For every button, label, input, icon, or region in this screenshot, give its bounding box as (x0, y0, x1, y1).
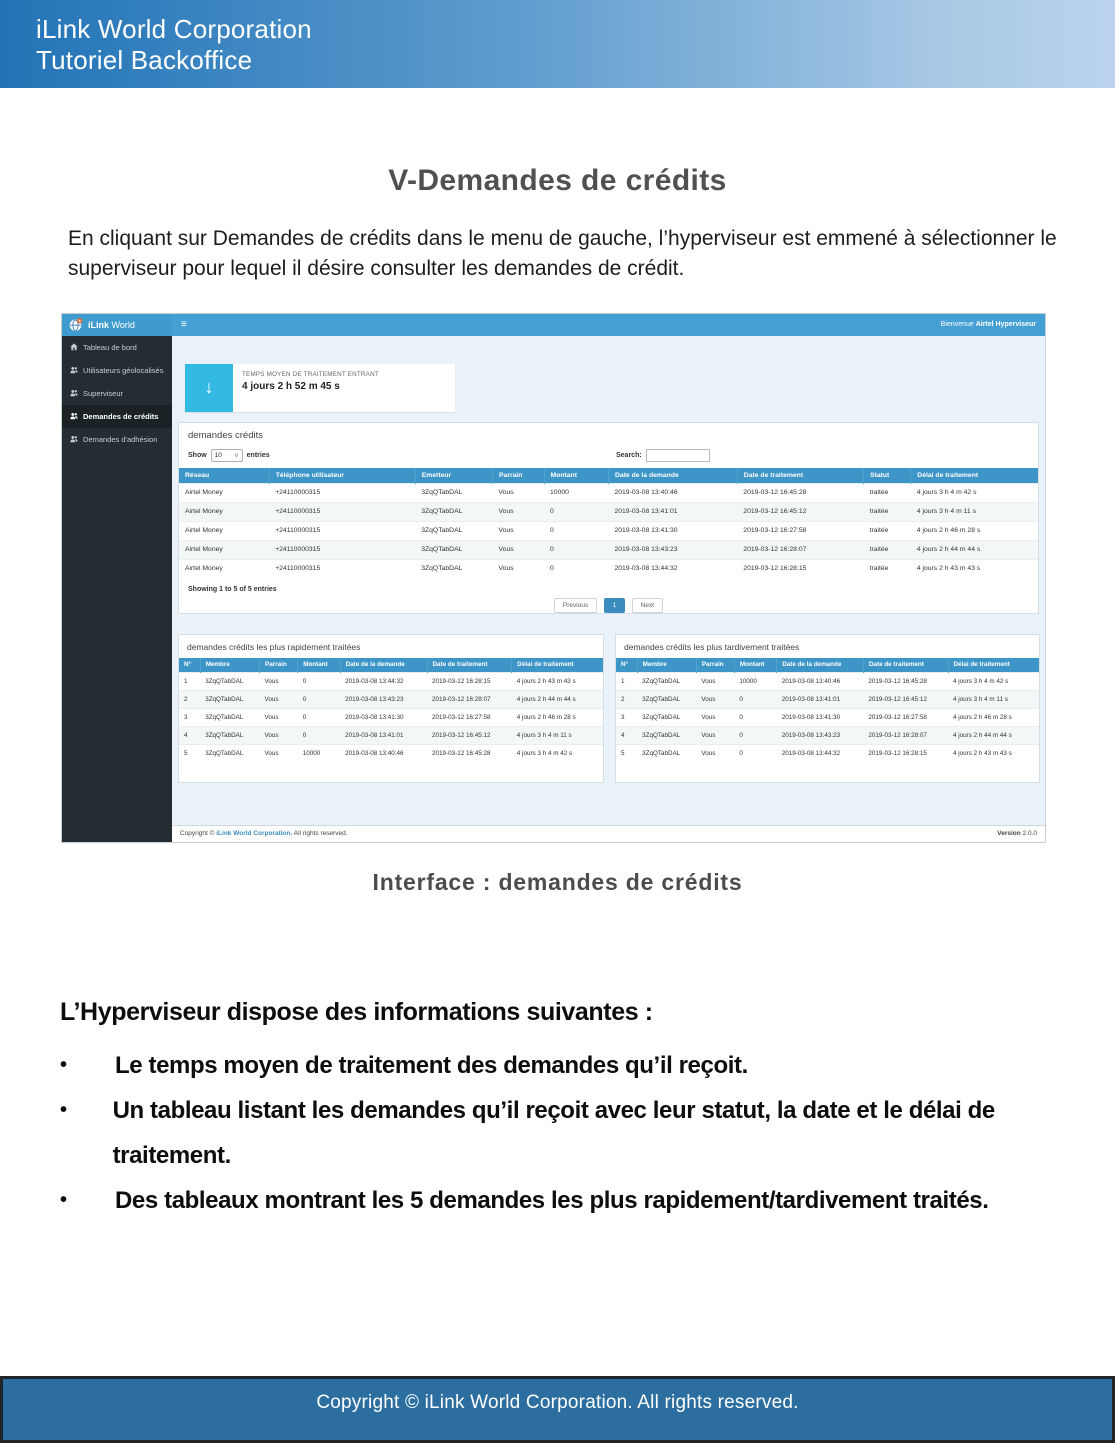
panel-title: demandes crédits les plus tardivement traitées (624, 641, 800, 652)
app-sidebar (62, 336, 172, 842)
users-icon (70, 435, 78, 443)
table-row (179, 690, 603, 708)
table-cell: 4 jours 2 h 44 m 44 s (512, 690, 603, 708)
table-cell: 3ZqQTabDAL (200, 672, 259, 690)
table-cell: 2019-03-08 13:43:23 (777, 726, 864, 744)
users-icon (70, 366, 78, 374)
table-cell: 4 jours 2 h 46 m 28 s (512, 708, 603, 726)
table-row (616, 726, 1039, 744)
table-cell: 0 (298, 690, 340, 708)
table-cell: 4 jours 2 h 43 m 43 s (512, 672, 603, 690)
page-1-button[interactable]: 1 (604, 598, 626, 613)
table-row (616, 708, 1039, 726)
table-cell: 3 (616, 708, 637, 726)
next-page-button[interactable]: Next (632, 598, 663, 613)
table-cell: 0 (544, 559, 608, 578)
table-cell: 2019-03-12 16:27:58 (863, 708, 948, 726)
table-cell: Airtel Money (179, 483, 269, 502)
table-cell: 0 (734, 744, 776, 762)
column-header[interactable]: Parrain (260, 658, 298, 673)
table-cell: 4 jours 2 h 46 m 28 s (948, 708, 1039, 726)
entries-label: entries (246, 451, 270, 459)
table-cell: 3ZqQTabDAL (415, 559, 492, 578)
search-input[interactable] (646, 449, 710, 462)
table-cell: 4 jours 3 h 4 m 42 s (911, 483, 1038, 502)
users-icon (70, 412, 78, 420)
column-header[interactable]: Emetteur (415, 468, 492, 484)
table-cell: 3ZqQTabDAL (637, 708, 696, 726)
table-cell: 1 (616, 672, 637, 690)
table-row (179, 502, 1038, 521)
table-row (179, 744, 603, 762)
table-row (179, 708, 603, 726)
document-footer: Copyright © iLink World Corporation. All rights reserved. (0, 1376, 1115, 1443)
table-cell: 3 (179, 708, 200, 726)
column-header[interactable]: Réseau (179, 468, 269, 484)
table-cell: 2019-03-08 13:41:30 (777, 708, 864, 726)
app-navbar (62, 314, 1045, 336)
document-header (0, 0, 1115, 88)
bullet-icon: • (60, 1098, 67, 1121)
table-cell: 0 (734, 690, 776, 708)
table-cell: 3ZqQTabDAL (637, 744, 696, 762)
table-cell: 2019-03-12 16:27:58 (427, 708, 512, 726)
table-cell: 5 (179, 744, 200, 762)
company-name: iLink World Corporation (36, 14, 312, 44)
table-cell: 2 (616, 690, 637, 708)
previous-page-button[interactable]: Previous (554, 598, 597, 613)
table-cell: Vous (260, 690, 298, 708)
panel-title: demandes crédits les plus rapidement traitées (187, 641, 361, 652)
list-item: • Un tableau listant les demandes qu’il reçoit avec leur statut, la date et le délai de traitement. (60, 1088, 1075, 1178)
slowest-processed-table (616, 658, 1039, 762)
table-cell: Vous (260, 672, 298, 690)
sidebar-item-utilisateurs-geolocalises[interactable]: Utilisateurs géolocalisés (62, 359, 172, 382)
column-header[interactable]: Date de la demande (608, 468, 737, 484)
column-header[interactable]: Statut (864, 468, 911, 484)
table-cell: 3ZqQTabDAL (200, 744, 259, 762)
users-icon (70, 389, 78, 397)
table-row (179, 540, 1038, 559)
table-cell: 2019-03-08 13:40:46 (608, 483, 737, 502)
table-cell: 2019-03-08 13:41:30 (340, 708, 427, 726)
column-header[interactable]: Date de la demande (340, 658, 427, 673)
column-header[interactable]: Délai de traitement (512, 658, 603, 673)
table-cell: Vous (493, 502, 545, 521)
table-cell: Airtel Money (179, 559, 269, 578)
table-cell: 4 (179, 726, 200, 744)
table-cell: 4 jours 3 h 4 m 42 s (512, 744, 603, 762)
table-cell: Vous (696, 726, 734, 744)
table-cell: 2 (179, 690, 200, 708)
table-cell: 4 jours 2 h 43 m 43 s (911, 559, 1038, 578)
column-header[interactable]: Téléphone utilisateur (269, 468, 415, 484)
table-cell: Vous (696, 672, 734, 690)
fastest-processed-panel (178, 634, 604, 783)
app-brand[interactable] (62, 314, 172, 336)
table-cell: 2019-03-12 16:28:15 (737, 559, 863, 578)
table-cell: 2019-03-12 16:45:28 (427, 744, 512, 762)
column-header[interactable]: Date de traitement (427, 658, 512, 673)
sidebar-item-demandes-d-adhesion[interactable]: Demandes d'adhésion (62, 428, 172, 451)
table-cell: 3ZqQTabDAL (200, 690, 259, 708)
showing-entries-text: Showing 1 to 5 of 5 entries (188, 585, 277, 593)
table-cell: 3ZqQTabDAL (637, 672, 696, 690)
list-item: • Le temps moyen de traitement des demandes qu’il reçoit. (60, 1043, 1075, 1088)
panel-title: demandes crédits (188, 429, 263, 441)
table-cell: 2019-03-08 13:41:30 (608, 521, 737, 540)
stat-label: TEMPS MOYEN DE TRAITEMENT ENTRANT (242, 370, 379, 378)
home-icon (70, 343, 78, 351)
average-processing-time-card (185, 364, 455, 412)
table-cell: 2019-03-12 16:28:07 (427, 690, 512, 708)
page-size-select[interactable]: 10 ∨ (211, 449, 243, 462)
table-cell: Vous (493, 521, 545, 540)
column-header[interactable]: Date de la demande (777, 658, 864, 673)
table-cell: 3ZqQTabDAL (415, 502, 492, 521)
table-cell: 2019-03-08 13:43:23 (608, 540, 737, 559)
table-cell: 0 (298, 708, 340, 726)
table-cell: 2019-03-08 13:41:01 (608, 502, 737, 521)
column-header[interactable]: N° (616, 658, 637, 673)
table-cell: Vous (696, 744, 734, 762)
welcome-user[interactable]: Bienvenue Airtel Hyperviseur (940, 321, 1036, 329)
table-cell: 4 jours 3 h 4 m 42 s (948, 672, 1039, 690)
ilink-logo-icon (69, 318, 83, 332)
table-cell: traitée (864, 559, 911, 578)
down-arrow-icon: ↓ (185, 364, 233, 412)
table-cell: traitée (864, 483, 911, 502)
document-subtitle: Tutoriel Backoffice (36, 45, 253, 75)
info-heading: L’Hyperviseur dispose des informations suivantes : (60, 997, 653, 1026)
bullet-icon: • (60, 1188, 67, 1211)
footer-brand-link[interactable]: iLink World Corporation. (216, 829, 293, 837)
table-cell: 0 (298, 726, 340, 744)
table-cell: 2019-03-08 13:43:23 (340, 690, 427, 708)
column-header[interactable]: Montant (734, 658, 776, 673)
table-cell: +24110000315 (269, 559, 415, 578)
table-cell: Vous (696, 708, 734, 726)
table-cell: 2019-03-12 16:28:15 (427, 672, 512, 690)
table-cell: 2019-03-08 13:44:32 (608, 559, 737, 578)
column-header[interactable]: Montant (544, 468, 608, 484)
sidebar-item-demandes-de-credits[interactable]: Demandes de crédits (62, 405, 172, 428)
table-cell: Vous (493, 483, 545, 502)
column-header[interactable]: N° (179, 658, 200, 673)
table-cell: 2019-03-12 16:45:28 (863, 672, 948, 690)
table-cell: 1 (179, 672, 200, 690)
column-header[interactable]: Montant (298, 658, 340, 673)
table-row (616, 672, 1039, 690)
app-main-content (172, 336, 1045, 842)
info-block (60, 998, 1075, 1223)
table-cell: +24110000315 (269, 540, 415, 559)
stat-value: 4 jours 2 h 52 m 45 s (242, 380, 340, 392)
table-cell: 5 (616, 744, 637, 762)
backoffice-screenshot (62, 314, 1045, 842)
chevron-down-icon: ∨ (234, 452, 239, 459)
table-cell: 10000 (298, 744, 340, 762)
table-cell: 0 (544, 540, 608, 559)
figure-caption: Interface : demandes de crédits (372, 868, 743, 895)
navbar-main (172, 314, 1045, 336)
table-cell: Vous (260, 744, 298, 762)
column-header[interactable]: Délai de traitement (911, 468, 1038, 484)
app-footer: Copyright © iLink World Corporation. All rights reserved. Version 2.0.0 (172, 825, 1045, 842)
search-label: Search: (616, 451, 642, 459)
table-cell: traitée (864, 540, 911, 559)
table-cell: 0 (734, 708, 776, 726)
table-cell: Vous (493, 540, 545, 559)
pagination (179, 594, 1038, 613)
table-cell: Airtel Money (179, 540, 269, 559)
table-cell: 2019-03-12 16:45:28 (737, 483, 863, 502)
table-cell: 4 jours 3 h 4 m 11 s (512, 726, 603, 744)
column-header[interactable]: Parrain (493, 468, 545, 484)
table-cell: 2019-03-12 16:45:12 (427, 726, 512, 744)
table-cell: 2019-03-12 16:28:15 (863, 744, 948, 762)
table-cell: +24110000315 (269, 521, 415, 540)
intro-paragraph: En cliquant sur Demandes de crédits dans le menu de gauche, l’hyperviseur est emmené à sélectionner le superviseur pour lequel il désire consulter les demandes de crédit. (68, 227, 1057, 280)
column-header[interactable]: Date de traitement (737, 468, 863, 484)
table-cell: 4 jours 3 h 4 m 11 s (948, 690, 1039, 708)
version-text: Version 2.0.0 (997, 829, 1037, 837)
table-cell: 4 jours 2 h 46 m 28 s (911, 521, 1038, 540)
demandes-credits-panel (178, 422, 1039, 614)
table-cell: 2019-03-08 13:41:01 (777, 690, 864, 708)
table-cell: 4 jours 2 h 44 m 44 s (911, 540, 1038, 559)
table-row (179, 521, 1038, 540)
list-item: • Des tableaux montrant les 5 demandes les plus rapidement/tardivement traités. (60, 1178, 1075, 1223)
table-cell: Airtel Money (179, 502, 269, 521)
bullet-icon: • (60, 1053, 67, 1076)
table-cell: Vous (260, 708, 298, 726)
table-cell: 2019-03-12 16:27:58 (737, 521, 863, 540)
hamburger-menu-icon[interactable]: ≡ (181, 319, 187, 331)
fastest-processed-table (179, 658, 603, 762)
table-cell: 3ZqQTabDAL (415, 521, 492, 540)
table-cell: 2019-03-12 16:28:07 (863, 726, 948, 744)
sidebar-item-tableau-de-bord[interactable]: Tableau de bord (62, 336, 172, 359)
table-cell: +24110000315 (269, 483, 415, 502)
column-header[interactable]: Date de traitement (863, 658, 948, 673)
table-cell: 0 (544, 521, 608, 540)
table-cell: 3ZqQTabDAL (200, 708, 259, 726)
table-cell: Vous (260, 726, 298, 744)
column-header[interactable]: Membre (637, 658, 696, 673)
table-cell: 2019-03-08 13:44:32 (777, 744, 864, 762)
table-cell: 3ZqQTabDAL (637, 726, 696, 744)
table-cell: 3ZqQTabDAL (415, 483, 492, 502)
table-cell: 0 (298, 672, 340, 690)
table-cell: traitée (864, 502, 911, 521)
sidebar-item-superviseur[interactable]: Superviseur (62, 382, 172, 405)
table-cell: Vous (696, 690, 734, 708)
slowest-processed-panel (615, 634, 1040, 783)
table-cell: 4 jours 2 h 44 m 44 s (948, 726, 1039, 744)
table-cell: 0 (734, 726, 776, 744)
table-cell: 2019-03-08 13:41:01 (340, 726, 427, 744)
table-row (179, 483, 1038, 502)
table-cell: traitée (864, 521, 911, 540)
table-cell: Vous (493, 559, 545, 578)
table-cell: 4 (616, 726, 637, 744)
demandes-credits-table (179, 468, 1038, 578)
table-cell: 0 (544, 502, 608, 521)
table-cell: 3ZqQTabDAL (637, 690, 696, 708)
table-controls (179, 447, 1038, 468)
table-cell: 2019-03-12 16:28:07 (737, 540, 863, 559)
table-cell: 10000 (544, 483, 608, 502)
table-row (179, 672, 603, 690)
column-header[interactable]: Parrain (696, 658, 734, 673)
column-header[interactable]: Délai de traitement (948, 658, 1039, 673)
column-header[interactable]: Membre (200, 658, 259, 673)
table-cell: 2019-03-08 13:44:32 (340, 672, 427, 690)
table-row (616, 744, 1039, 762)
table-cell: 3ZqQTabDAL (415, 540, 492, 559)
brand-text: iLink World (88, 319, 135, 330)
table-row (179, 559, 1038, 578)
show-label: Show (188, 451, 207, 459)
table-cell: +24110000315 (269, 502, 415, 521)
section-title: V-Demandes de crédits (388, 164, 727, 197)
table-cell: 2019-03-08 13:40:46 (340, 744, 427, 762)
table-cell: 2019-03-12 16:45:12 (863, 690, 948, 708)
table-cell: 4 jours 3 h 4 m 11 s (911, 502, 1038, 521)
table-cell: 2019-03-12 16:45:12 (737, 502, 863, 521)
table-cell: 10000 (734, 672, 776, 690)
table-cell: 3ZqQTabDAL (200, 726, 259, 744)
table-row (616, 690, 1039, 708)
table-cell: 2019-03-08 13:40:46 (777, 672, 864, 690)
table-cell: 4 jours 2 h 43 m 43 s (948, 744, 1039, 762)
table-row (179, 726, 603, 744)
table-cell: Airtel Money (179, 521, 269, 540)
